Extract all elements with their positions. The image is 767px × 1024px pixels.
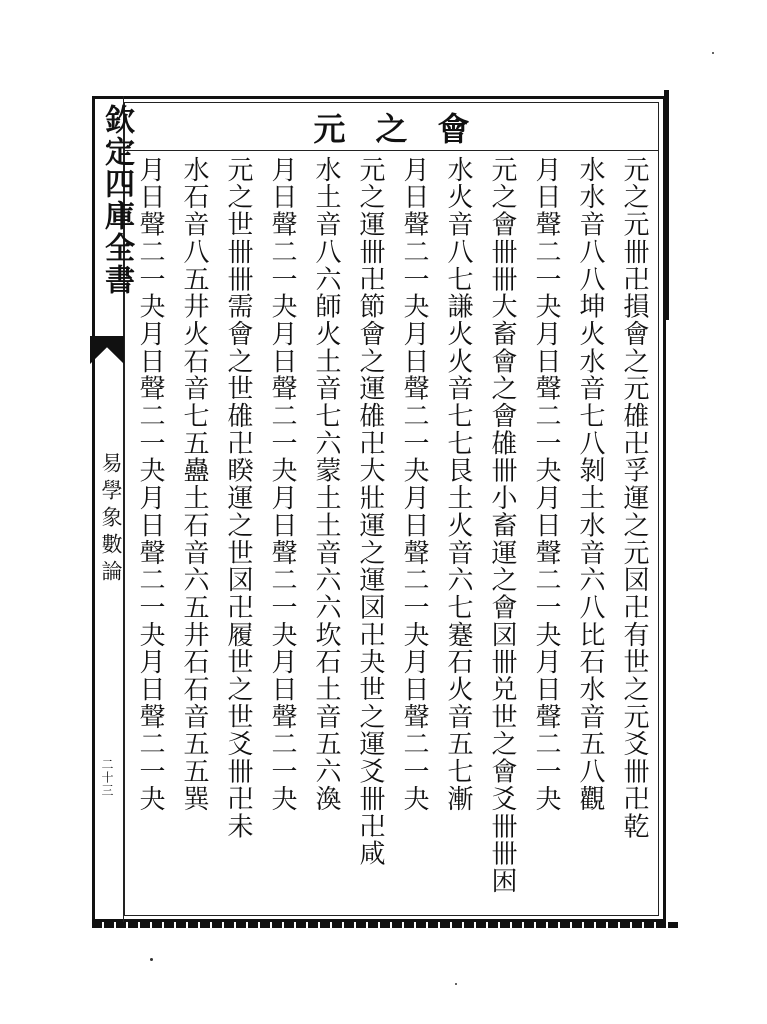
text-column-12: 月日聲二一夬月日聲二一夬月日聲二一夬月日聲二一夬 <box>135 156 165 813</box>
text-column-4: 元之會卌卌大畜會之會䧺卌小畜運之會㘝卌兑世之會爻卌卌困 <box>487 156 517 895</box>
text-column-11: 水石音八五井火石音七五蠱土石音六五井石石音五五巽 <box>179 156 209 813</box>
running-title-rule <box>124 150 659 151</box>
text-column-2: 水水音八八坤火水音七八剝土水音六八比石水音五八觀 <box>575 156 605 813</box>
collection-title: 欽定四庫全書 <box>99 104 134 296</box>
book-title: 易學象數論 <box>99 452 123 587</box>
running-title-text: 元之會 <box>313 110 500 148</box>
text-column-5: 水火音八七謙火火音七七艮土火音六七蹇石火音五七漸 <box>443 156 473 813</box>
right-edge-shadow <box>664 90 669 320</box>
text-column-9: 月日聲二一夬月日聲二一夬月日聲二一夬月日聲二一夬 <box>267 156 297 813</box>
text-column-8: 水土音八六師火土音七六蒙土土音六六坎石土音五六渙 <box>311 156 341 813</box>
page-number: 二十三 <box>100 758 114 797</box>
scan-speck <box>150 958 153 961</box>
text-column-7: 元之運卌卍節會之運䧺卍大壯運之運㘝卍夬世之運爻卌卍咸 <box>355 156 385 868</box>
text-columns <box>128 156 656 914</box>
text-column-6: 月日聲二一夬月日聲二一夬月日聲二一夬月日聲二一夬 <box>399 156 429 813</box>
text-column-1: 元之元卌卍損會之元䧺卍孚運之元㘝卍有世之元爻卌卍乾 <box>619 156 649 840</box>
text-column-10: 元之世卌卌需會之世䧺卍睽運之世㘝卍履世之世爻卌卍未 <box>223 156 253 840</box>
bottom-border-band <box>92 922 678 928</box>
scan-speck <box>712 52 714 54</box>
scan-speck <box>455 983 457 985</box>
running-title <box>124 104 659 150</box>
text-column-3: 月日聲二一夬月日聲二一夬月日聲二一夬月日聲二一夬 <box>531 156 561 813</box>
